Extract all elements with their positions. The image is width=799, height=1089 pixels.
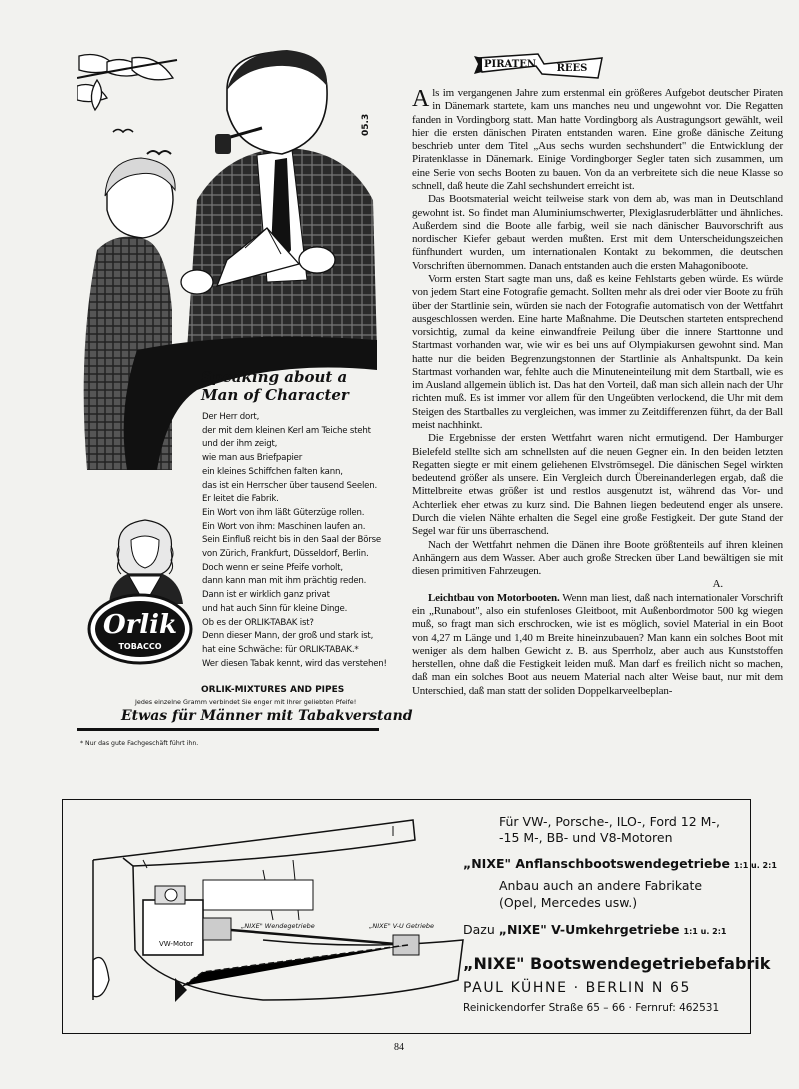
article-signature: A. [712, 578, 723, 591]
poem-line: Dann ist er wirklich ganz privat [202, 590, 330, 601]
nixe-owner: PAUL KÜHNE · BERLIN N 65 [463, 980, 692, 996]
nixe-company: „NIXE" Bootswendegetriebefabrik [463, 954, 771, 973]
orlik-logo [87, 593, 193, 665]
ad-tagline: ORLIK-MIXTURES AND PIPES [201, 685, 345, 695]
label-wendegetriebe: „NIXE" Wendegetriebe [241, 922, 315, 930]
article-body [412, 87, 783, 698]
poem-line: dann kann man mit ihm prächtig reden. [202, 576, 367, 587]
poem-line: Ob es der ORLIK-TABAK ist? [202, 617, 314, 628]
article-paragraph: Nach der Wettfahrt nehmen die Dänen ihre Boote größtenteils auf ihren kleinen Anhängern aus dem Wasser. Aber auch große Strecken über Land bewältigen sie mit diesen primitiven Fahrzeugen. [412, 538, 783, 578]
poem-line: Denn dieser Mann, der groß und stark ist, [202, 631, 374, 642]
father-son-illustration [77, 50, 379, 470]
label-vu-getriebe: „NIXE" V-U Getriebe [369, 922, 434, 930]
nixe-address: Reinickendorfer Straße 65 – 66 · Fernruf: 462531 [463, 1002, 720, 1014]
article-paragraph: Leichtbau von Motorbooten. Wenn man liest, daß nach internationaler Vorschrift ein „Runabout", also ein stufenloses Gleitboot, mit Außenbordmotor 500 kg wiegen muß, so fragt man sich erschrocken, wie ist es möglich, soviel Material in ein Boot von 4,27 m Länge und 1,40 m Breite hineinzubauen? Man kann ein solches Boot mit weniger als dem halben Gewicht z. B. aus Sperrholz, aber auch aus Kunststoffen herstellen, ohne daß die Festigkeit leiden muß. Man darf es freilich nicht so machen, daß man ein solches Boot aus neuem Material nach alter Weise baut, nur mit dem Unterschied, daß man statt der soliden Doppelkarveelbeplan- [412, 591, 783, 697]
logo-sub: TOBACCO [118, 642, 162, 651]
poem-line: Sein Einfluß reicht bis in den Saal der Börse [202, 535, 381, 546]
article-paragraph: Das Bootsmaterial weicht teilweise stark von dem ab, was man in Deutschland gewohnt ist. So findet man Aluminiumschwerter, Plexiglasruderblätter und ähnliches. Außerdem sind die Boote alle farbig, weil sie nach dänischer Bauvorschrift aus nordischer Kiefer gebaut werden mußten. Erst mit dem Unterscheidungszeichen fünfhundert wurden, um internationalen Kontakt zu bekommen, die deutschen Vorschriften übernommen. Danach entstanden auch die ersten Mahagoniboote. [412, 193, 783, 272]
poem-line: das ist ein Herrscher über tausend Seelen. [202, 480, 378, 491]
nixe-gearbox-ad [62, 799, 777, 1034]
banner-word-1: PIRATEN [484, 59, 536, 70]
nixe-line: Für VW-, Porsche-, ILO-, Ford 12 M-, [499, 814, 720, 829]
poem-line: ein kleines Schiffchen falten kann, [202, 466, 343, 477]
poem-line: hat eine Schwäche: für ORLIK-TABAK.* [202, 644, 359, 655]
article-paragraph: Als im vergangenen Jahre zum erstenmal ein größeres Aufgebot deutscher Piraten in Dänemark startete, kam uns manches neu und ungewohnt vor. Die Regatten fanden in Vordingborg statt. Man hatte Vordingborg als Austragungsort gewählt, weil hier die ersten dänischen Piraten entstanden waren. Eine große dänische Zeitung beschrieb unter dem Titel „Aus sechs wurden sechshundert" die Entwicklung der Piratenklasse in Dänemark. Einige Vordingborger Segler taten sich zusammen, um eine Serie von sechs Booten zu bauen. Von da an verbreitete sich die neue Klasse so schnell, daß heute die Zahl sechshundert erreicht ist. [412, 86, 783, 192]
nixe-line: -15 M-, BB- und V8-Motoren [499, 830, 673, 845]
orlik-tobacco-ad [77, 50, 413, 726]
ad-footnote: * Nur das gute Fachgeschäft führt ihn. [80, 740, 199, 747]
drop-cap: A [412, 86, 430, 112]
piraten-rees-banner [474, 50, 606, 80]
poem-line: Er leitet die Fabrik. [202, 494, 279, 505]
poem-line: der mit dem kleinen Kerl am Teiche steht [202, 425, 371, 436]
poem-line: wie man aus Briefpapier [202, 453, 303, 464]
poem-line: von Zürich, Frankfurt, Düsseldorf, Berlin. [202, 549, 369, 560]
ad-slogan: Etwas für Männer mit Tabakverstand [121, 708, 413, 724]
label-vw-motor: VW-Motor [159, 940, 194, 948]
nixe-product-2: Dazu „NIXE" V-Umkehrgetriebe 1:1 u. 2:1 [463, 922, 727, 937]
ad-headline: Speaking about a Man of Character [201, 368, 349, 404]
nixe-product-1: „NIXE" Anflanschbootswendegetriebe 1:1 u. 2:1 [463, 856, 777, 871]
poem-line: Der Herr dort, [202, 412, 260, 422]
logo-word: Orlik [102, 610, 178, 640]
ad-tagline-small: Jedes einzelne Gramm verbindet Sie enger mit Ihrer geliebten Pfeife! [135, 698, 357, 706]
page-number: 84 [394, 1042, 404, 1053]
ad-rule [77, 728, 379, 731]
article-paragraph: Vorm ersten Start sagte man uns, daß es keine Fehlstarts geben würde. Es würde von jedem Start eine Fotografie gemacht. Sollten mehr als drei oder vier Boote zu früh über der Startlinie sein, würden sie nach der Fotografie automatisch von der Wettfahrt ausgeschlossen werden. Eine harte Maßnahme. Die Deutschen starteten entsprechend vorsichtig, zumal da keine einwandfreie Peilung über die innere Starttonne und Startmast vorhanden war, wie wir es bei uns auf Olympiakursen gewohnt sind. Man hatte nur die beiden Begrenzungstonnen der Startlinie als Anhaltspunkt. Da kein Startmast vorhanden war, fehlte auch die Minuteneinteilung mit dem Startball, wie es im Ausland allgemein üblich ist. Das hat den Vorteil, daß man sich allein nach der Uhr richten muß. Es ist immer vor allem für den Ungeübten verlockend, die Uhr mit dem Steigen des Startballes zu vergleichen, was immer zu Zeitdifferenzen führt, da der Ball meist nachhinkt. [412, 272, 783, 432]
nixe-line: (Opel, Mercedes usw.) [499, 895, 638, 910]
poem-line: und hat auch Sinn für kleine Dinge. [202, 603, 348, 614]
article-paragraph: Die Ergebnisse der ersten Wettfahrt waren nicht ermutigend. Der Hamburger Bielefeld stellte sich am schnellsten auf die neuen Gegner ein. In den beiden letzten Regatten siegte er mit einem geliehenen Elvströmsegel. Die dänischen Segel wirkten bedeutend größer als unsere. Ein Vergleich durch Übereinanderlegen ergab, daß die Mittelbreite etwas größer ist und restlos ausgenutzt ist, während das Vor- und Achterliek eher etwas zu kurz sind. Die Bahnen liegen bedeutend enger als unsere. Durch die vielen Nähte erhalten die Segel eine große Festigkeit. Der gute Stand der Segel war für uns überraschend. [412, 432, 783, 538]
ad-code: 05.3 [361, 113, 371, 136]
nixe-line: Anbau auch an andere Fabrikate [499, 878, 703, 893]
poem-line: Ein Wort von ihm: Maschinen laufen an. [202, 521, 366, 532]
boat-engine-drawing [63, 800, 483, 1033]
poem-line: und der ihm zeigt, [202, 439, 278, 450]
poem-line: Ein Wort von ihm läßt Güterzüge rollen. [202, 507, 365, 518]
article-subheading: Leichtbau von Motorbooten. [428, 591, 560, 604]
poem-line: Doch wenn er seine Pfeife vorholt, [202, 562, 343, 573]
ad-poem [202, 411, 387, 671]
gentleman-portrait-icon [99, 516, 191, 604]
poem-line: Wer diesen Tabak kennt, wird das verstehen! [202, 658, 387, 669]
banner-word-2: REES [556, 63, 588, 74]
